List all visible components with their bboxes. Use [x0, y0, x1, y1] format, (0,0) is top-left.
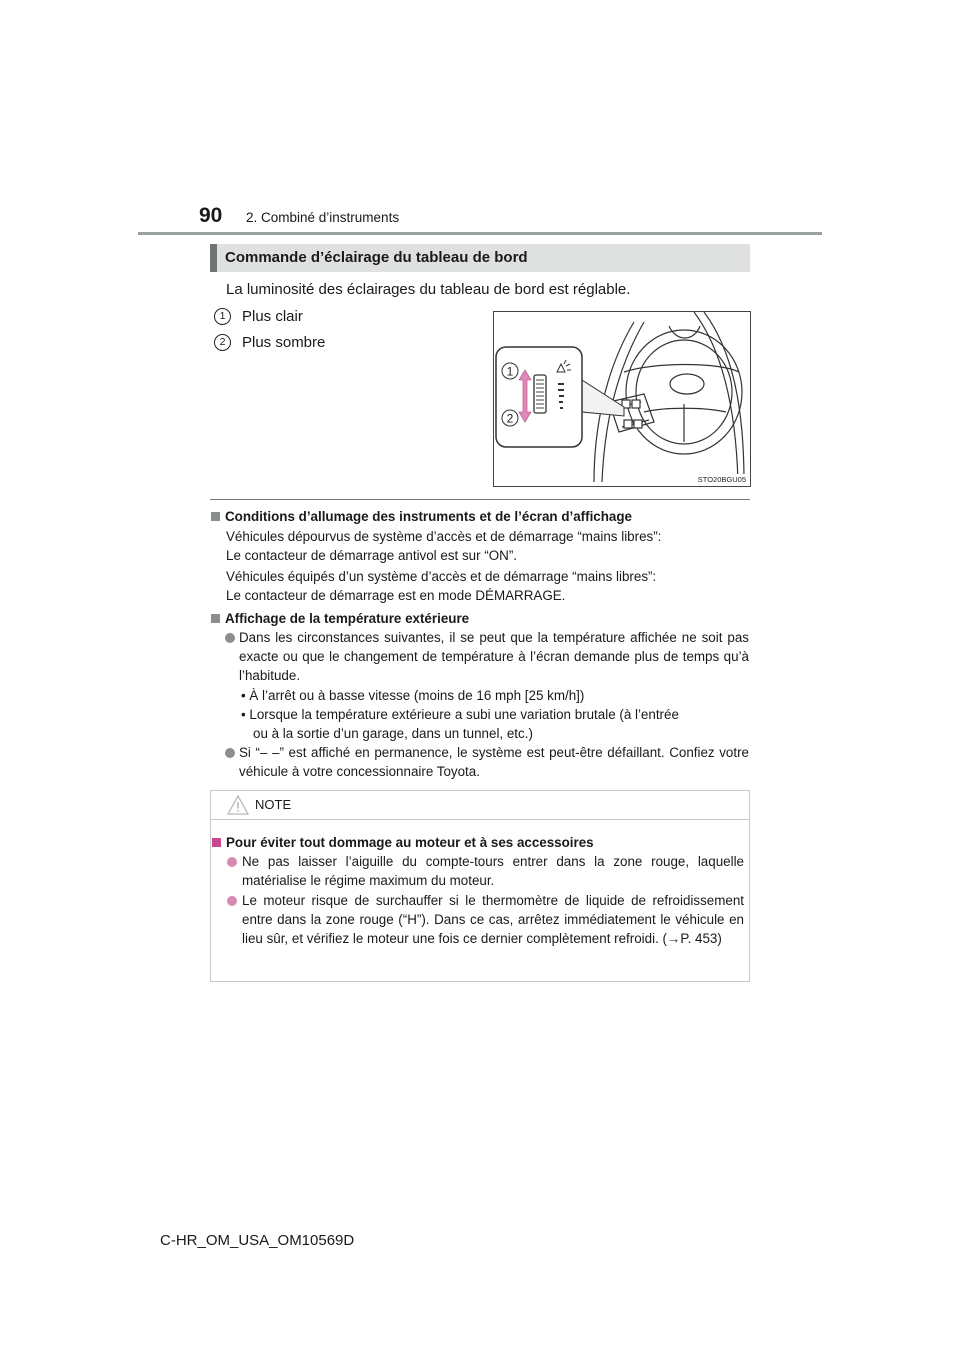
item-number-2: 2: [214, 334, 231, 351]
chapter-title: 2. Combiné d’instruments: [246, 210, 400, 225]
note-outside-temp-sub-1: • À l’arrêt ou à basse vitesse (moins de 16 mph [25 km/h]): [241, 688, 585, 703]
item-number-1: 1: [214, 308, 231, 325]
note-lighting-p2-line2: Le contacteur de démarrage est en mode DÉMARRAGE.: [226, 588, 566, 603]
round-bullet-icon: [225, 633, 235, 643]
note-outside-temp: [211, 609, 469, 628]
warning-triangle-icon: [227, 795, 249, 815]
round-bullet-icon: [227, 896, 237, 906]
square-bullet-icon: [212, 838, 221, 847]
figure-code: STO20BGU05: [697, 475, 746, 484]
square-bullet-icon: [211, 614, 220, 623]
footer-doc-code: C-HR_OM_USA_OM10569D: [160, 1232, 355, 1249]
section-divider: [210, 499, 750, 500]
dashboard-drawing: [494, 312, 750, 486]
item-label-brighter: Plus clair: [242, 308, 303, 325]
dashboard-illustration: [493, 311, 751, 487]
caution-title: NOTE: [255, 797, 292, 812]
note-lighting-title: Conditions d’allumage des instruments et de l’écran d’affichage: [225, 509, 633, 524]
item-label-darker: Plus sombre: [242, 334, 326, 351]
caution-header-rule: [211, 819, 749, 820]
note-outside-temp-bullet-1: Dans les circonstances suivantes, il se peut que la température affichée ne soit pas exacte ou que le changement de température à l’écran demande plus de temps qu’à l’habitude.: [239, 630, 749, 683]
caution-subheading-text: Pour éviter tout dommage au moteur et à ses accessoires: [226, 835, 594, 850]
square-bullet-icon: [211, 512, 220, 521]
figure-callout-1: 1: [506, 364, 514, 379]
note-outside-temp-sub-2: • Lorsque la température extérieure a subi une variation brutale (à l’entrée: [241, 707, 679, 722]
section-heading-text: Commande d’éclairage du tableau de bord: [225, 249, 528, 266]
section-heading: [210, 244, 750, 272]
caution-bullet-2: Le moteur risque de surchauffer si le thermomètre de liquide de refroidissement entre dans la zone rouge (“H”). Dans ce cas, arrêtez immédiatement le véhicule en lieu sûr, et vérifiez le moteur une fois ce dernier complètement refroidi. (→P. 453): [242, 893, 744, 946]
note-lighting-p1-line1: Véhicules dépourvus de système d’accès et de démarrage “mains libres”:: [226, 529, 662, 544]
note-lighting-paragraph-2: [226, 567, 750, 605]
header-rule: [138, 232, 822, 235]
note-outside-temp-sub-2b: ou à la sortie d’un garage, dans un tunnel, etc.): [253, 726, 533, 741]
caution-box: [210, 790, 750, 982]
round-bullet-icon: [225, 748, 235, 758]
figure-callout-2: 2: [506, 411, 514, 426]
page-number: 90: [199, 204, 223, 227]
note-outside-temp-title: Affichage de la température extérieure: [225, 611, 470, 626]
note-lighting-p1-line2: Le contacteur de démarrage antivol est sur “ON”.: [226, 548, 518, 563]
note-lighting-paragraph-1: [226, 527, 750, 565]
note-lighting-conditions: [211, 507, 632, 526]
note-outside-temp-bullet-2: Si “– –” est affiché en permanence, le système est peut-être défaillant. Confiez votre véhicule à votre concessionnaire Toyota.: [239, 745, 749, 779]
section-heading-bar: [210, 244, 217, 272]
caution-subheading: [212, 833, 594, 852]
section-intro: La luminosité des éclairages du tableau de bord est réglable.: [226, 281, 631, 298]
caution-bullet-1: Ne pas laisser l’aiguille du compte-tours entrer dans la zone rouge, laquelle matérialise le régime maximum du moteur.: [242, 854, 744, 888]
note-lighting-p2-line1: Véhicules équipés d’un système d’accès et de démarrage “mains libres”:: [226, 569, 657, 584]
round-bullet-icon: [227, 857, 237, 867]
